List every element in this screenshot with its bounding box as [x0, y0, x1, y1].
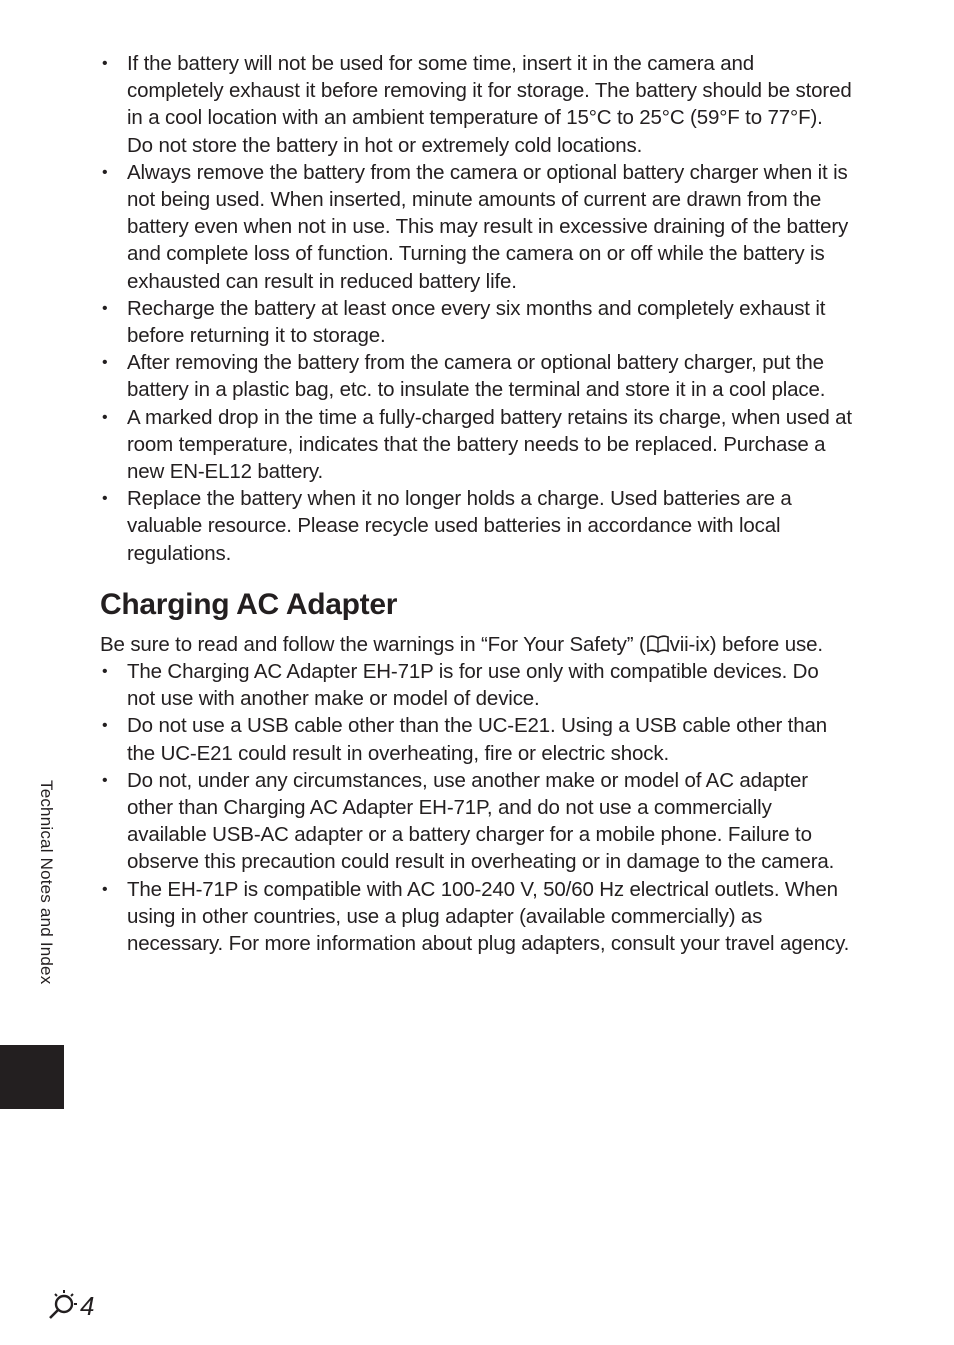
- bullet-text: After removing the battery from the camera or optional battery charger, put the battery in a plastic bag, etc. to insulate the terminal and store it in a cool place.: [127, 351, 826, 402]
- side-tab-label: [34, 780, 58, 1030]
- intro-text-before: Be sure to read and follow the warnings in “For Your Safety” (: [100, 632, 646, 656]
- bullet-dot: •: [102, 354, 108, 372]
- list-item: [100, 159, 852, 295]
- page-footer: [46, 1289, 94, 1323]
- bullet-dot: •: [102, 663, 108, 681]
- bullet-dot: •: [102, 55, 108, 72]
- page-reference-link[interactable]: vii-ix: [669, 632, 710, 656]
- page-number: 4: [80, 1290, 95, 1321]
- intro-text-after: ) before use.: [709, 632, 823, 656]
- bullet-dot: •: [102, 717, 108, 735]
- bullet-text: Always remove the battery from the camera or optional battery charger when it is not being used. When inserted, minute amounts of current are drawn from the battery even when not in use. This may result in excessive draining of the battery and complete loss of function. Turning the camera on or off while the battery is exhausted can result in reduced battery life.: [127, 160, 849, 293]
- bullet-text: A marked drop in the time a fully-charged battery retains its charge, when used at room temperature, indicates that the battery needs to be replaced. Purchase a new EN-EL12 battery.: [127, 405, 852, 484]
- bullet-dot: •: [102, 771, 108, 789]
- adapter-bullet-list: [100, 658, 852, 957]
- list-item: [100, 404, 852, 486]
- section-heading: Charging AC Adapter: [100, 587, 398, 621]
- list-item: [100, 712, 852, 766]
- side-tab-text: Technical Notes and Index: [37, 780, 56, 985]
- bullet-text: Do not, under any circumstances, use another make or model of AC adapter other than Charging AC Adapter EH-71P, and do not use a commercially available USB-AC adapter or a battery charger for a mobile phone. Failure to observe this precaution could result in overheating or in damage to the camera.: [127, 768, 835, 874]
- list-item: [100, 876, 852, 958]
- list-item: [100, 658, 852, 712]
- list-item: [100, 349, 852, 403]
- bullet-dot: •: [102, 408, 108, 426]
- bullet-dot: •: [102, 880, 108, 898]
- list-item: [100, 767, 852, 876]
- battery-bullet-list: [100, 50, 852, 567]
- page-content: [100, 50, 852, 957]
- book-reference-icon: [646, 633, 670, 651]
- bullet-text: Replace the battery when it no longer holds a charge. Used batteries are a valuable resource. Please recycle used batteries in accordance with local regulations.: [127, 487, 792, 565]
- bullet-dot: •: [102, 299, 108, 317]
- list-item: [100, 50, 852, 159]
- bullet-text: Recharge the battery at least once every six months and completely exhaust it before returning it to storage.: [127, 296, 826, 348]
- bullet-text: Do not use a USB cable other than the UC-E21. Using a USB cable other than the UC-E21 could result in overheating, fire or electric shock.: [127, 714, 827, 765]
- technical-notes-icon: [46, 1287, 80, 1326]
- bullet-dot: •: [102, 163, 108, 181]
- bullet-text: The EH-71P is compatible with AC 100-240 V, 50/60 Hz electrical outlets. When using in other countries, use a plug adapter (available commercially) as necessary. For more information about plug adapters, consult your travel agency.: [127, 877, 850, 956]
- list-item: [100, 295, 852, 349]
- bullet-text: The Charging AC Adapter EH-71P is for use only with compatible devices. Do not use with another make or model of device.: [127, 660, 819, 711]
- intro-paragraph: [100, 631, 852, 658]
- bullet-text: If the battery will not be used for some time, insert it in the camera and completely exhaust it before removing it for storage. The battery should be stored in a cool location with an ambient temperature of 15°C to 25°C (59°F to 77°F). Do not store the battery in hot or extremely cold locations.: [127, 52, 852, 157]
- bullet-dot: •: [102, 490, 108, 508]
- side-tab-marker: [0, 1045, 64, 1109]
- list-item: [100, 485, 852, 567]
